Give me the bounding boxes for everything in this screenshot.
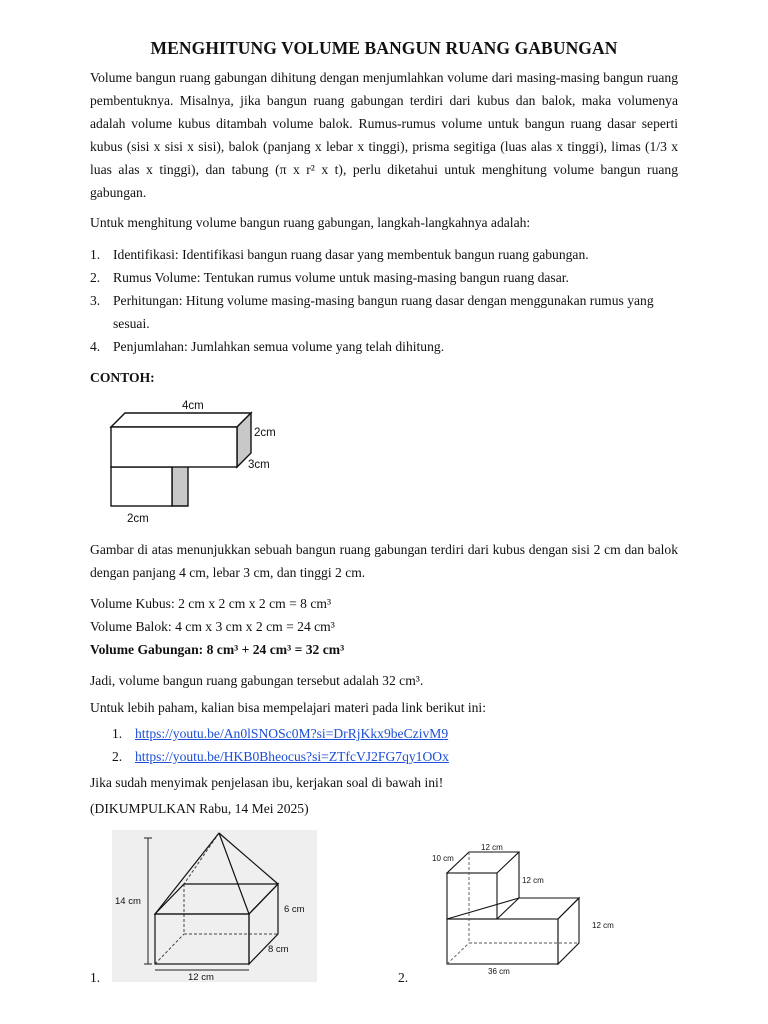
link-number: 2.: [112, 749, 123, 764]
label-depth: 8 cm: [268, 944, 289, 955]
deadline: (DIKUMPULKAN Rabu, 14 Mei 2025): [90, 801, 309, 816]
step-item: [90, 266, 678, 289]
step-item: [90, 243, 678, 266]
links-intro: Untuk lebih paham, kalian bisa mempelajari materi pada link berikut ini:: [90, 700, 486, 715]
step-number: 2.: [90, 270, 101, 285]
label-height: 14 cm: [115, 896, 141, 907]
link-number: 1.: [112, 726, 123, 741]
task-intro: Jika sudah menyimak penjelasan ibu, kerjakan soal di bawah ini!: [90, 775, 444, 790]
problem-2-figure: [430, 842, 630, 976]
step-text: Rumus Volume: Tentukan rumus volume untuk masing-masing bangun ruang dasar.: [113, 270, 569, 285]
label-bottom: 36 cm: [488, 967, 510, 976]
youtube-link-1[interactable]: https://youtu.be/An0lSNOSc0M?si=DrRjKkx9beCzivM9: [135, 726, 449, 741]
volume-kubus: Volume Kubus: 2 cm x 2 cm x 2 cm = 8 cm³: [90, 596, 332, 611]
step-item: [90, 289, 678, 335]
label-length: 12 cm: [188, 972, 214, 982]
volume-gabungan: Volume Gabungan: 8 cm³ + 24 cm³ = 32 cm³: [90, 642, 345, 657]
step-item: [90, 335, 678, 358]
page-title: MENGHITUNG VOLUME BANGUN RUANG GABUNGAN: [150, 38, 618, 58]
label-right-lower: 3cm: [248, 459, 270, 471]
example-heading: CONTOH:: [90, 370, 155, 385]
example-description: Gambar di atas menunjukkan sebuah bangun ruang gabungan terdiri dari kubus dengan sisi 2 cm dan balok dengan panjang 4 cm, lebar 3 cm, dan tinggi 2 cm.: [90, 542, 678, 580]
step-text: Penjumlahan: Jumlahkan semua volume yang telah dihitung.: [113, 339, 445, 354]
problem-number: 2.: [398, 970, 409, 985]
step-text: Identifikasi: Identifikasi bangun ruang dasar yang membentuk bangun ruang gabungan.: [113, 247, 589, 262]
intro-paragraph: Volume bangun ruang gabungan dihitung dengan menjumlahkan volume dari masing-masing bangun ruang pembentuknya. Misalnya, jika bangun ruang gabungan terdiri dari kubus dan balok, maka volumenya adalah volume kubus ditambah volume balok. Rumus-rumus volume untuk bangun ruang dasar seperti kubus (sisi x sisi x sisi), balok (panjang x lebar x tinggi), prisma segitiga (luas alas x tinggi), limas (1/3 x luas alas x tinggi), dan tabung (π x r² x t), perlu diketahui untuk menghitung volume bangun ruang gabungan.: [90, 70, 678, 200]
label-bottom: 2cm: [127, 513, 149, 525]
label-step: 12 cm: [522, 876, 544, 885]
youtube-link-2[interactable]: https://youtu.be/HKB0Bheocus?si=ZTfcVJ2FG7qy1OOx: [135, 749, 449, 764]
problem-number: 1.: [90, 970, 101, 985]
step-text: Perhitungan: Hitung volume masing-masing bangun ruang dasar dengan menggunakan rumus yang sesuai.: [113, 293, 654, 331]
cuboid-top-face: [111, 413, 251, 427]
step-number: 3.: [90, 293, 101, 308]
step-number: 1.: [90, 247, 101, 262]
label-top: 4cm: [182, 400, 204, 412]
cuboid-front-face: [111, 427, 237, 467]
step-number: 4.: [90, 339, 101, 354]
link-item: [112, 724, 448, 744]
conclusion: Jadi, volume bangun ruang gabungan tersebut adalah 32 cm³.: [90, 673, 424, 688]
label-right: 12 cm: [592, 921, 614, 930]
label-right-upper: 2cm: [254, 427, 276, 439]
volume-balok: Volume Balok: 4 cm x 3 cm x 2 cm = 24 cm³: [90, 619, 335, 634]
label-side: 6 cm: [284, 904, 305, 915]
steps-intro: Untuk menghitung volume bangun ruang gabungan, langkah-langkahnya adalah:: [90, 215, 531, 230]
link-item: [112, 747, 449, 767]
cube-front-face: [111, 467, 172, 506]
example-figure: [100, 395, 300, 530]
problem-1-figure: [112, 830, 317, 982]
label-top: 12 cm: [481, 843, 503, 852]
label-left: 10 cm: [432, 854, 454, 863]
